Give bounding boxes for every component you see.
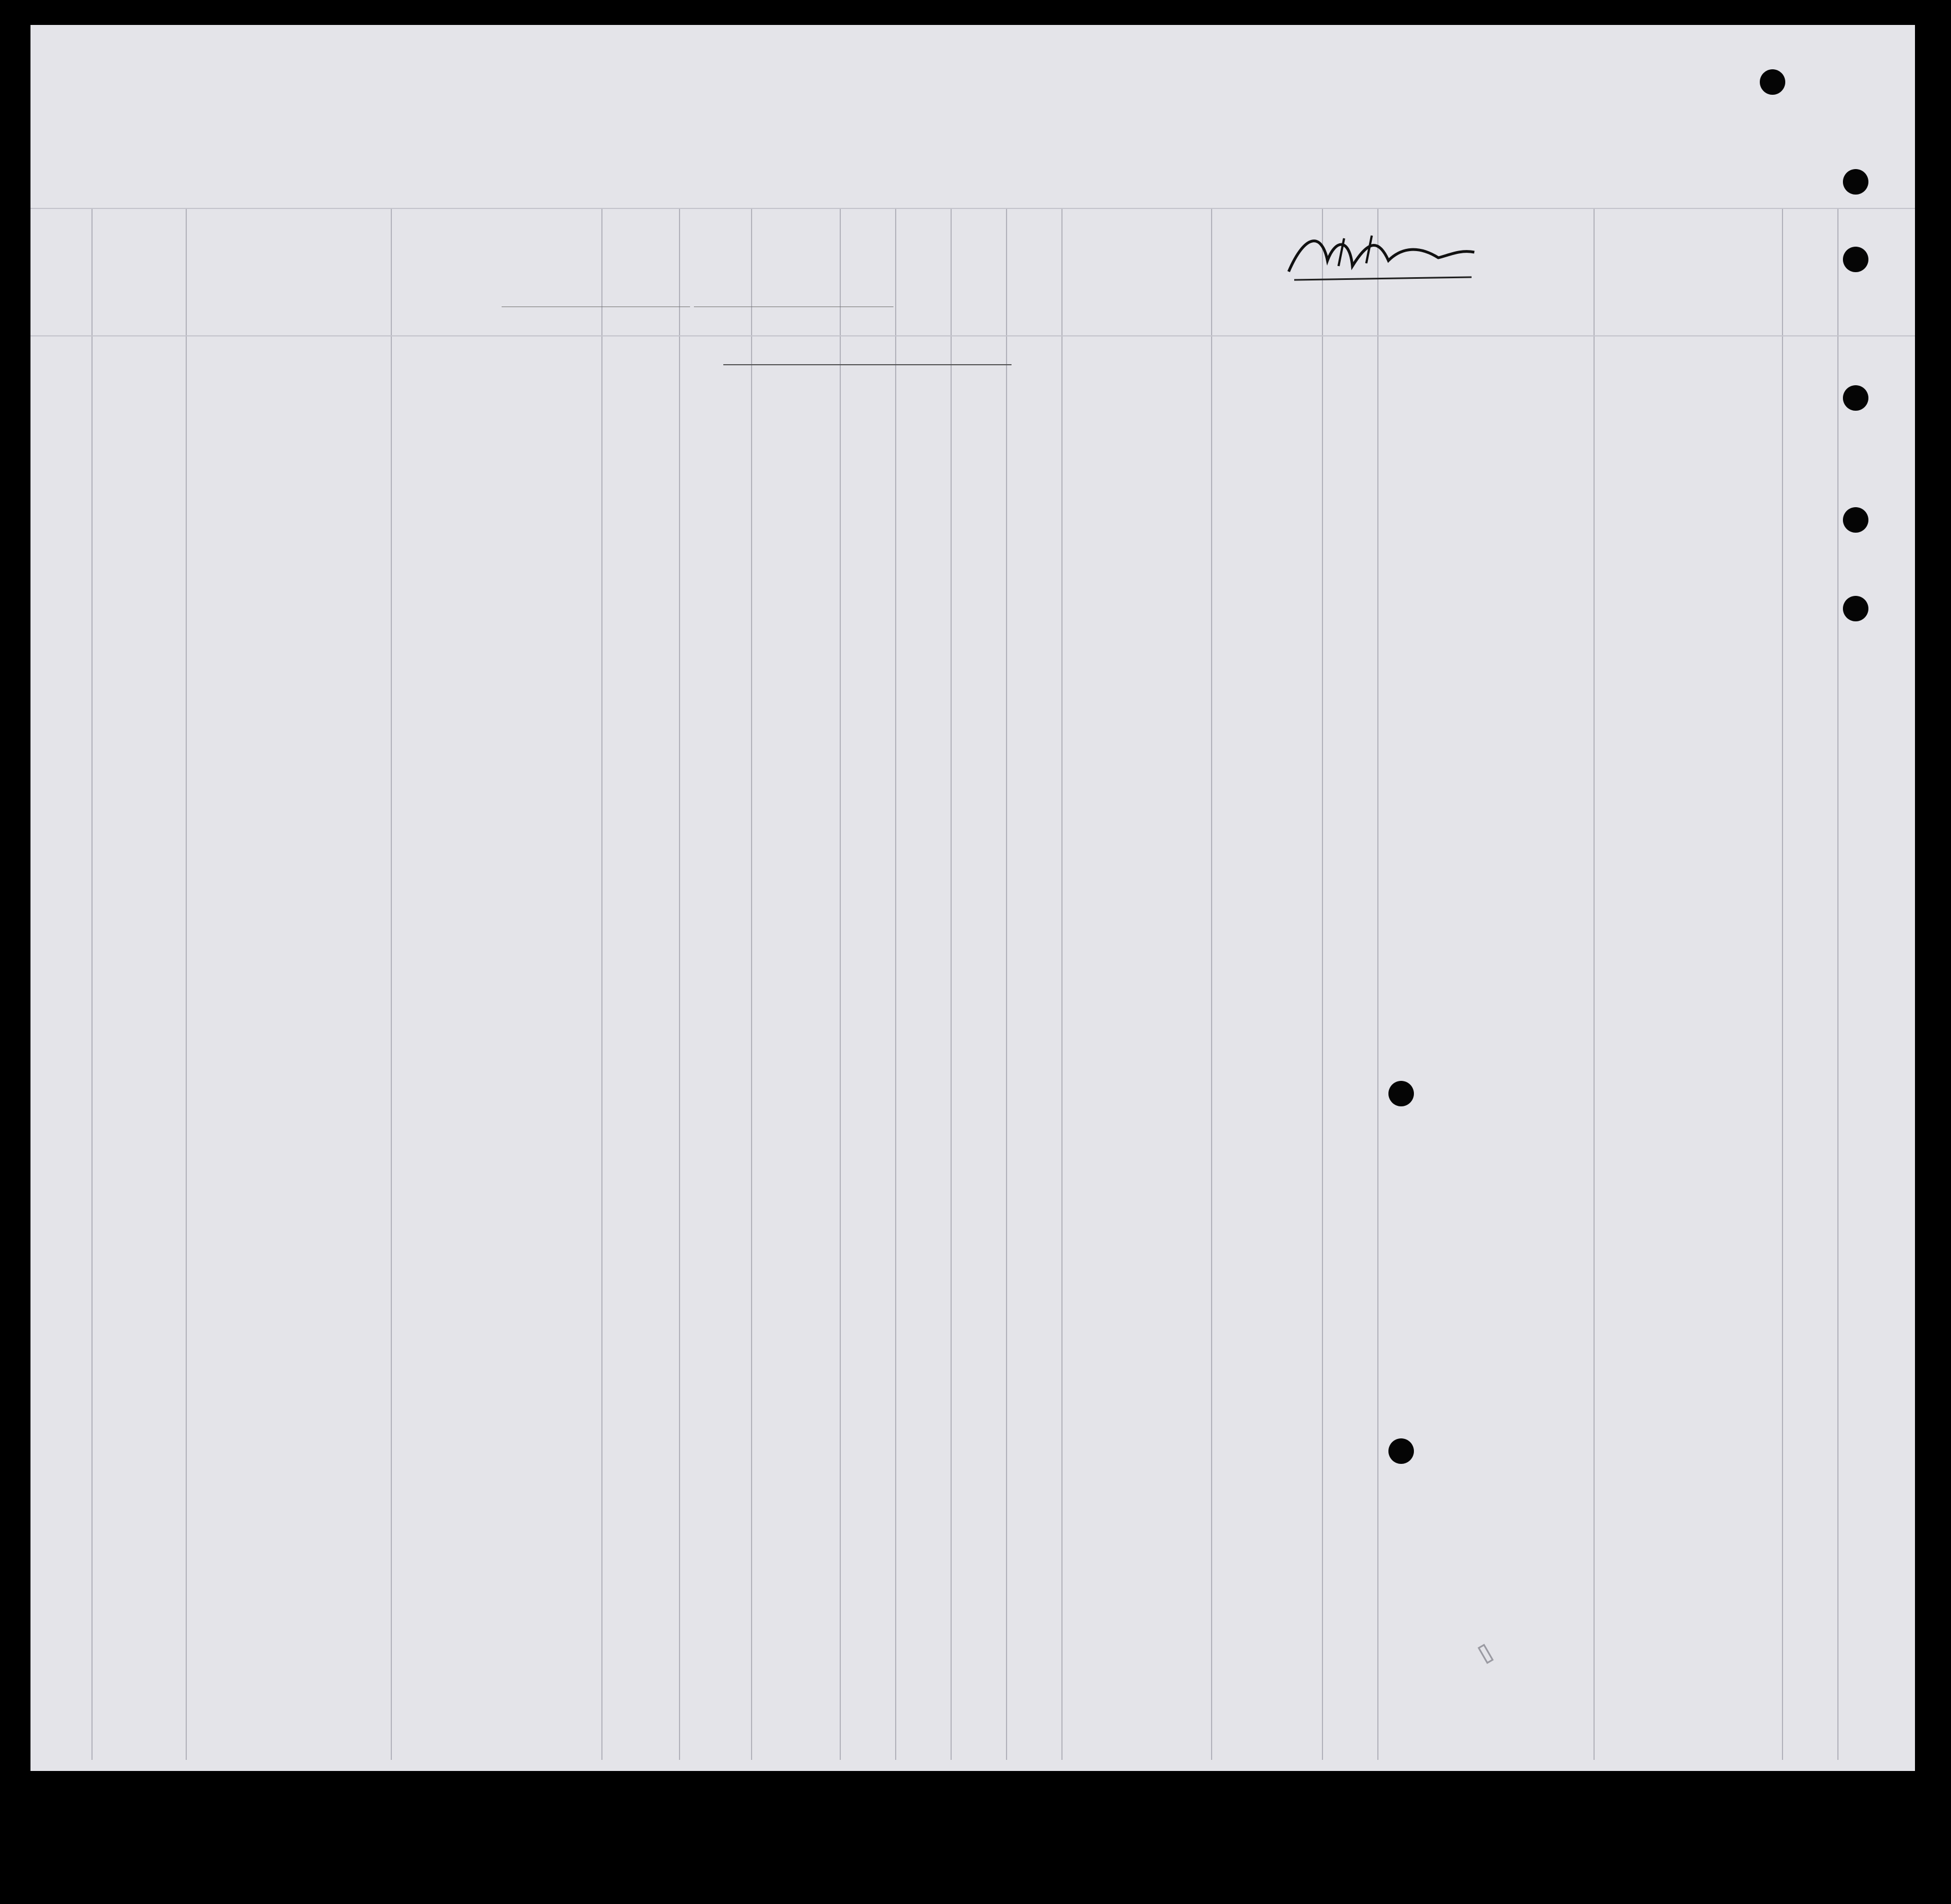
punch-hole bbox=[1388, 1438, 1414, 1464]
master-signature bbox=[1283, 227, 1483, 288]
row-rule bbox=[30, 208, 1915, 209]
punch-hole bbox=[1843, 169, 1868, 195]
punch-hole bbox=[1388, 1081, 1414, 1106]
punch-hole bbox=[1843, 596, 1868, 621]
sworn-line bbox=[502, 294, 893, 312]
punch-hole bbox=[1843, 385, 1868, 411]
mirrored-subtitle bbox=[80, 108, 1865, 124]
punch-hole bbox=[1843, 247, 1868, 272]
affidavit-declaration bbox=[502, 152, 657, 170]
row-rule bbox=[30, 335, 1915, 336]
manifest-sheet bbox=[30, 25, 1915, 1771]
notice-block bbox=[111, 962, 959, 972]
races-column-2 bbox=[1480, 987, 1713, 1763]
races-column-1 bbox=[1275, 987, 1458, 1763]
signature-rule bbox=[723, 364, 1012, 365]
punch-hole bbox=[1760, 69, 1785, 95]
punch-hole bbox=[1843, 507, 1868, 533]
form-id bbox=[1588, 55, 1754, 65]
